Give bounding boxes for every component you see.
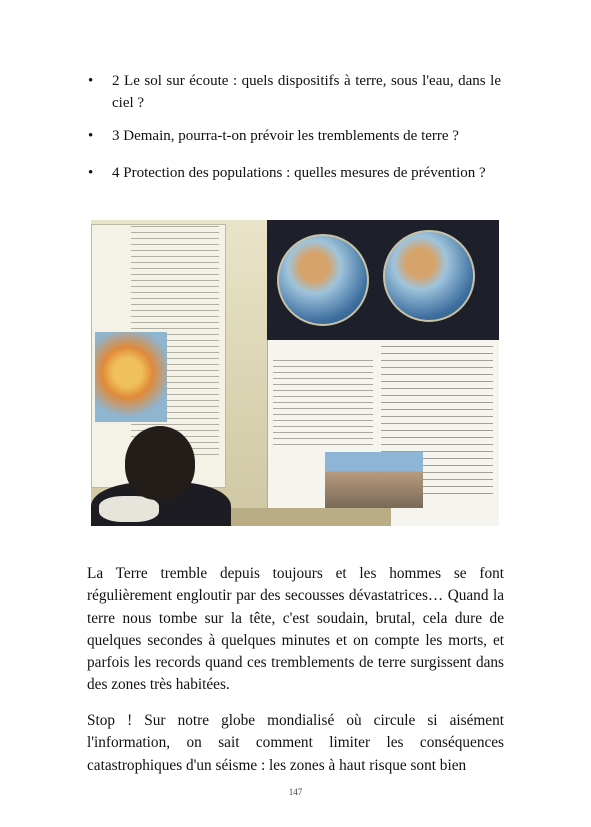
photo-globe-left bbox=[277, 234, 369, 326]
bullet-marker: • bbox=[88, 73, 94, 89]
bullet-text: 2 Le sol sur écoute : quels dispositifs à terre, sous l'eau, dans le ciel ? bbox=[112, 73, 501, 111]
page-number: 147 bbox=[288, 787, 303, 797]
photo-crowd-picture bbox=[325, 452, 423, 508]
photo-student-collar bbox=[99, 496, 159, 522]
bullet-marker: • bbox=[88, 128, 94, 144]
bullet-text: 3 Demain, pourra-t-on prévoir les tremblements de terre ? bbox=[112, 128, 459, 144]
photo-poster-text bbox=[273, 360, 373, 450]
bullet-marker: • bbox=[88, 165, 94, 181]
photo-student-head bbox=[125, 426, 195, 500]
body-paragraph: Stop ! Sur notre globe mondialisé où circule si aisément l'information, on sait comment limiter les conséquences catastrophiques d'un séisme : les zones à haut risque sont bien bbox=[87, 712, 504, 774]
classroom-photo bbox=[91, 220, 499, 526]
body-paragraph: La Terre tremble depuis toujours et les hommes se font régulièrement engloutir par des secousses dévastatrices… Quand la terre nous tombe sur la tête, c'est soudain, brutal, cela dure de quelques secondes à quelques minutes et on compte les morts, et parfois les records quand ces tremblements de terre surgissent dans des zones très habitées. bbox=[87, 565, 504, 694]
photo-globe-right bbox=[383, 230, 475, 322]
bullet-text: 4 Protection des populations : quelles mesures de prévention ? bbox=[112, 165, 486, 181]
photo-france-map bbox=[95, 332, 167, 422]
